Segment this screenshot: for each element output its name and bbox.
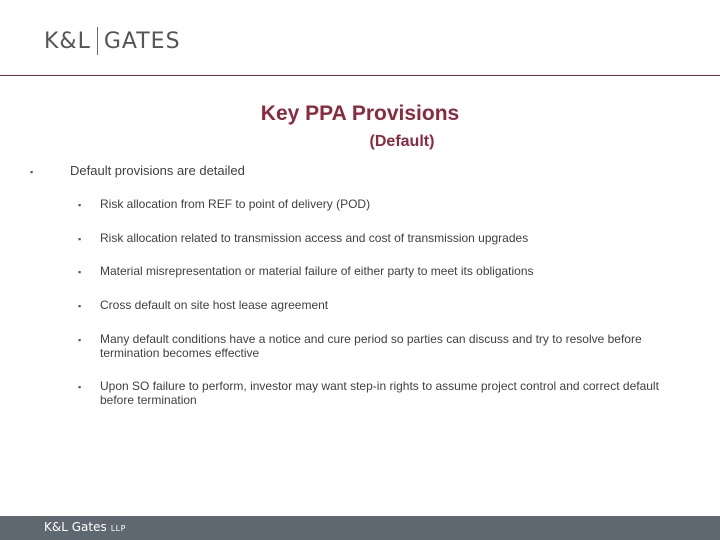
sub-bullet-text: Cross default on site host lease agreement: [100, 298, 329, 312]
sub-bullet-text: Material misrepresentation or material failure of either party to meet its obligations: [100, 264, 534, 278]
sub-bullet-item: [78, 197, 688, 211]
sub-bullet-list: [78, 197, 688, 407]
sub-bullet-item: [78, 298, 688, 312]
logo-text-left: K&L: [44, 28, 91, 54]
bullet-icon: ▪: [30, 167, 34, 177]
slide-subtitle-wrap: [0, 133, 720, 151]
sub-bullet-item: [78, 231, 688, 245]
logo-divider: [97, 27, 98, 55]
sub-bullet-item: [78, 264, 688, 278]
sub-bullet-text: Many default conditions have a notice and cure period so parties can discuss and try to resolve before termination becomes effective: [100, 332, 642, 360]
sub-bullet-text: Risk allocation from REF to point of delivery (POD): [100, 197, 371, 211]
footer-logo-text: K&L Gates: [44, 520, 107, 534]
footer-logo: [44, 520, 126, 534]
slide-title: Key PPA Provisions: [260, 102, 460, 125]
slide-subtitle: (Default): [369, 133, 435, 150]
sub-bullet-item: [78, 379, 688, 407]
bullet-icon: ▪: [78, 234, 82, 244]
logo-text-right: GATES: [103, 28, 181, 54]
bullet-icon: ▪: [78, 200, 82, 210]
header-logo: [44, 27, 181, 55]
bullet-icon: ▪: [78, 335, 82, 345]
sub-bullet-text: Risk allocation related to transmission access and cost of transmission upgrades: [100, 231, 529, 245]
header-divider: [0, 75, 720, 76]
sub-bullet-text: Upon SO failure to perform, investor may want step-in rights to assume project control and correct default before termination: [100, 379, 659, 407]
footer-logo-suffix: LLP: [110, 524, 126, 533]
main-bullet-text: Default provisions are detailed: [70, 163, 245, 178]
bullet-icon: ▪: [78, 267, 82, 277]
bullet-icon: ▪: [78, 301, 82, 311]
footer-bar: [0, 516, 720, 540]
bullet-icon: ▪: [78, 382, 82, 392]
sub-bullet-item: [78, 332, 688, 360]
